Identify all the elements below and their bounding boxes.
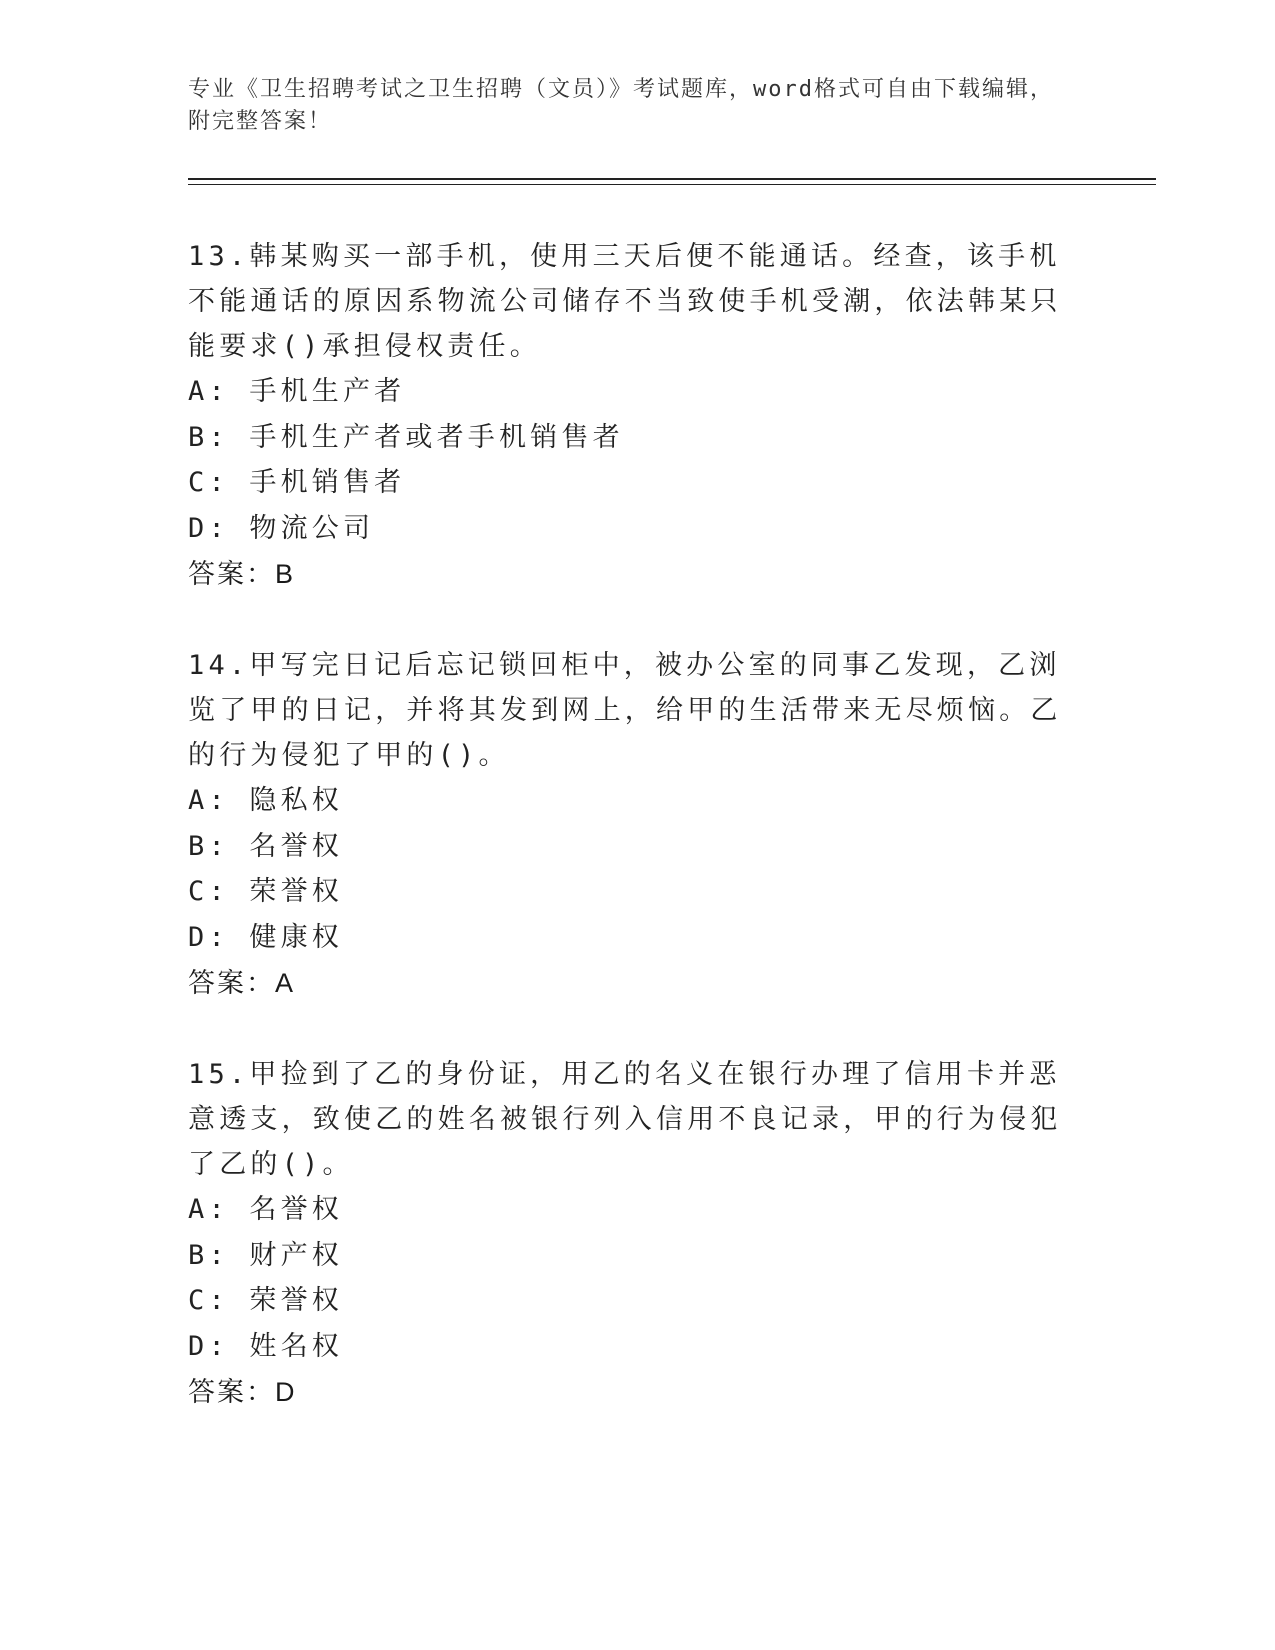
option-d: D: 物流公司 <box>188 512 375 544</box>
question-14 <box>188 643 1088 1006</box>
option-a: A: 隐私权 <box>188 785 343 816</box>
option-c: C: 手机销售者 <box>188 467 406 498</box>
answer-label: 答案：A <box>188 968 296 998</box>
answer-label: 答案：D <box>188 1377 297 1407</box>
option-b: B: 手机生产者或者手机销售者 <box>188 421 624 453</box>
question-13 <box>188 234 1088 597</box>
question-stem: 13.韩某购买一部手机，使用三天后便不能通话。经查，该手机不能通话的原因系物流公司储存不当致使手机受潮，依法韩某只能要求()承担侵权责任。 <box>188 241 1062 362</box>
header-divider <box>188 178 1156 185</box>
option-a: A: 手机生产者 <box>188 376 406 407</box>
option-c: C: 荣誉权 <box>188 1285 343 1316</box>
question-stem: 14.甲写完日记后忘记锁回柜中，被办公室的同事乙发现，乙浏览了甲的日记，并将其发到网上，给甲的生活带来无尽烦恼。乙的行为侵犯了甲的()。 <box>188 650 1062 771</box>
option-d: D: 健康权 <box>188 921 343 953</box>
option-b: B: 名誉权 <box>188 830 343 862</box>
document-header: 专业《卫生招聘考试之卫生招聘（文员）》考试题库，word格式可自由下载编辑，附完整答案！ <box>188 77 1054 134</box>
answer-label: 答案：B <box>188 559 296 589</box>
question-stem: 15.甲捡到了乙的身份证，用乙的名义在银行办理了信用卡并恶意透支，致使乙的姓名被银行列入信用不良记录，甲的行为侵犯了乙的()。 <box>188 1059 1062 1180</box>
option-d: D: 姓名权 <box>188 1330 343 1362</box>
question-15 <box>188 1052 1088 1415</box>
option-c: C: 荣誉权 <box>188 876 343 907</box>
option-b: B: 财产权 <box>188 1239 343 1271</box>
option-a: A: 名誉权 <box>188 1194 343 1225</box>
